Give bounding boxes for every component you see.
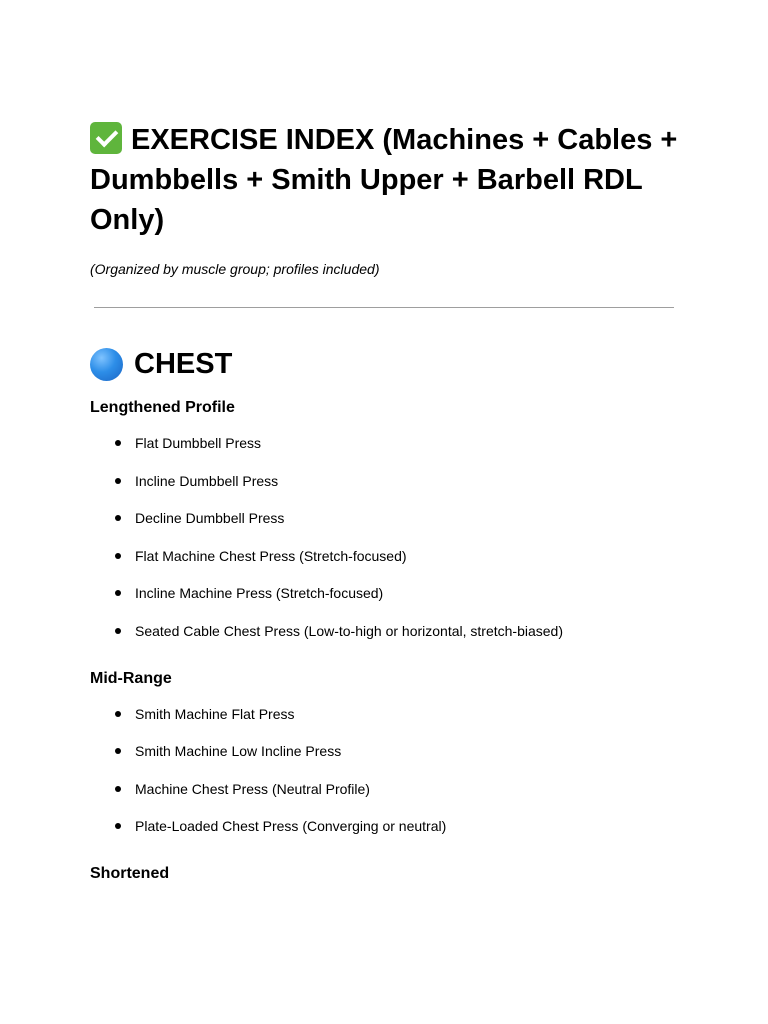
check-mark-icon (90, 122, 122, 154)
document-title (90, 120, 680, 240)
list-item (90, 817, 680, 835)
list-item-text: Seated Cable Chest Press (Low-to-high or horizontal, stretch-biased) (135, 622, 563, 639)
bullet-icon (115, 711, 121, 717)
list-item-text: Flat Machine Chest Press (Stretch-focused) (135, 547, 407, 564)
list-item (90, 434, 680, 452)
bullet-icon (115, 590, 121, 596)
bullet-icon (115, 553, 121, 559)
subheading-shortened: Shortened (90, 865, 170, 882)
subheading-lengthened-profile: Lengthened Profile (90, 399, 235, 416)
document-page (90, 120, 680, 884)
subheading-mid-range: Mid-Range (90, 669, 172, 687)
list-item (90, 780, 680, 798)
list-item-text: Incline Dumbbell Press (135, 472, 279, 489)
list-item-text: Smith Machine Low Incline Press (135, 743, 342, 759)
list-item (90, 472, 680, 490)
blue-circle-icon (90, 348, 123, 381)
bullet-icon (115, 628, 121, 634)
list-item-text: Decline Dumbbell Press (135, 510, 285, 526)
list-item-text: Incline Machine Press (Stretch-focused) (135, 585, 384, 601)
list-item-text: Plate-Loaded Chest Press (Converging or neutral) (135, 818, 447, 834)
list-item-text: Flat Dumbbell Press (135, 435, 262, 451)
list-item (90, 584, 680, 602)
section-title-chest (90, 346, 680, 382)
bullet-icon (115, 515, 121, 521)
list-item (90, 742, 680, 760)
bullet-icon (115, 748, 121, 754)
list-item (90, 547, 680, 565)
list-item-text: Machine Chest Press (Neutral Profile) (135, 780, 370, 797)
exercise-list-lengthened (90, 434, 680, 640)
bullet-icon (115, 823, 121, 829)
section-title-text: CHEST (134, 348, 233, 380)
horizontal-divider (94, 307, 674, 308)
bullet-icon (115, 478, 121, 484)
list-item-text: Smith Machine Flat Press (135, 705, 295, 722)
list-item (90, 509, 680, 527)
list-item (90, 705, 680, 723)
exercise-list-mid-range (90, 705, 680, 836)
bullet-icon (115, 786, 121, 792)
document-title-text: EXERCISE INDEX (Machines + Cables + Dumbbells + Smith Upper + Barbell RDL Only) (90, 124, 678, 236)
document-subtitle: (Organized by muscle group; profiles included) (90, 261, 380, 277)
list-item (90, 622, 680, 640)
bullet-icon (115, 440, 121, 446)
